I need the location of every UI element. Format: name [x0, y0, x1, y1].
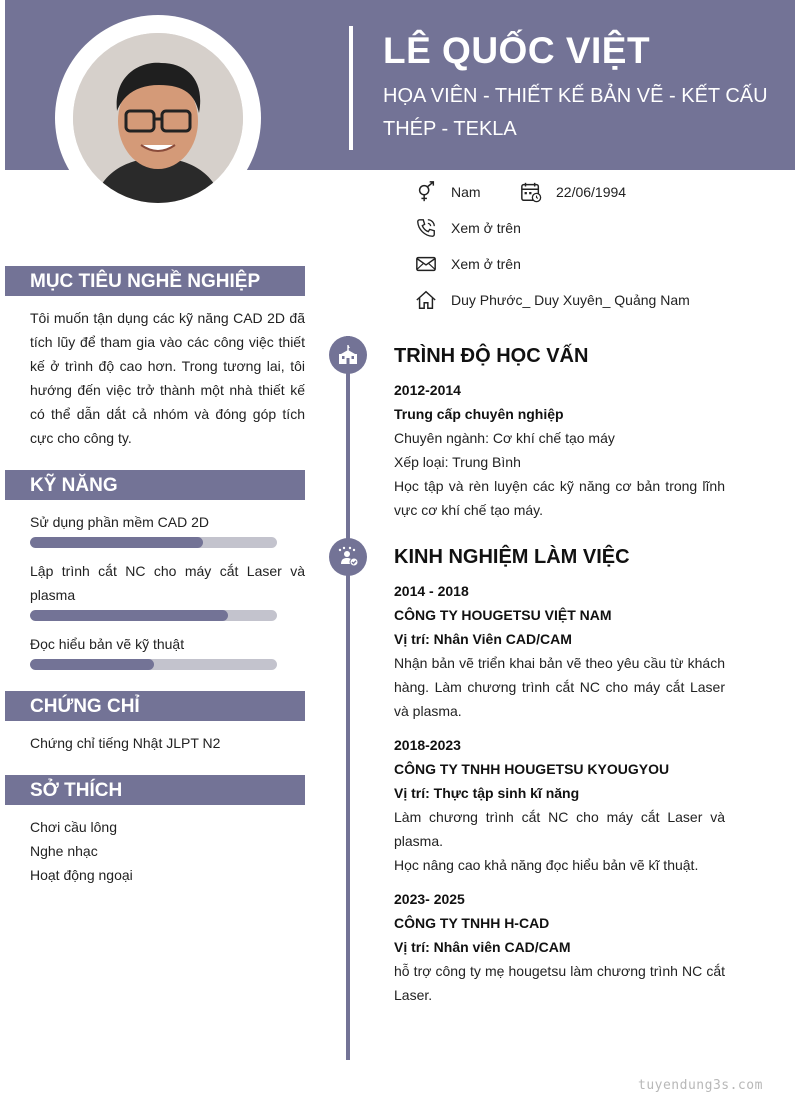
education-period: 2012-2014 — [394, 382, 461, 398]
education-degree: Trung cấp chuyên nghiệp — [394, 406, 564, 422]
job-position: Vị trí: Thực tập sinh kĩ năng — [394, 785, 580, 801]
job-company: CÔNG TY TNHH HOUGETSU KYOUGYOU — [394, 761, 670, 777]
skill-bar — [30, 537, 277, 548]
phone-icon — [415, 217, 437, 239]
birthday-row — [520, 181, 626, 203]
home-icon — [415, 289, 437, 311]
avatar-portrait — [73, 33, 243, 203]
phone-value: Xem ở trên — [451, 220, 521, 236]
job-description: Làm chương trình cắt NC cho máy cắt Laser và plasma. — [394, 809, 725, 849]
team-icon — [329, 538, 367, 576]
job-company: CÔNG TY TNHH H-CAD — [394, 915, 550, 931]
candidate-name: LÊ QUỐC VIỆT — [383, 30, 651, 71]
skill-bar-fill — [30, 537, 203, 548]
hobby-item: Nghe nhạc — [30, 843, 98, 859]
gender-row — [415, 181, 481, 203]
gender-value: Nam — [451, 184, 481, 200]
certificates-heading: CHỨNG CHỈ — [5, 691, 305, 721]
job-company: CÔNG TY HOUGETSU VIỆT NAM — [394, 607, 612, 623]
education-rank: Xếp loại: Trung Bình — [394, 454, 521, 470]
calendar-icon — [520, 181, 542, 203]
skill-label: Đọc hiểu bản vẽ kỹ thuật — [30, 636, 185, 652]
email-value: Xem ở trên — [451, 256, 521, 272]
job-period: 2014 - 2018 — [394, 583, 469, 599]
objective-text: Tôi muốn tận dụng các kỹ năng CAD 2D đã tích lũy để tham gia vào các công việc thiết kế ở trình độ cao hơn. Trong tương lai, tôi hướng đến việc trở thành một nhà thiết kế có thể dẫn dắt cả nhóm và đóng góp tích cực cho công ty. — [30, 310, 305, 446]
job-position: Vị trí: Nhân viên CAD/CAM — [394, 939, 571, 955]
education-heading: TRÌNH ĐỘ HỌC VẤN — [394, 345, 589, 367]
header-divider — [349, 26, 353, 150]
gender-icon — [415, 181, 437, 203]
certificate-item: Chứng chỉ tiếng Nhật JLPT N2 — [30, 735, 221, 751]
job-position: Vị trí: Nhân Viên CAD/CAM — [394, 631, 572, 647]
watermark: tuyendung3s.com — [638, 1078, 763, 1093]
address-value: Duy Phước_ Duy Xuyên_ Quảng Nam — [451, 292, 690, 308]
hobbies-heading: SỞ THÍCH — [5, 775, 305, 805]
email-icon — [415, 253, 437, 275]
skill-bar-fill — [30, 610, 228, 621]
skill-bar — [30, 610, 277, 621]
birthday-value: 22/06/1994 — [556, 184, 627, 200]
experience-heading: KINH NGHIỆM LÀM VIỆC — [394, 546, 630, 568]
job-period: 2023- 2025 — [394, 891, 465, 907]
skill-bar — [30, 659, 277, 670]
skill-label: Sử dụng phần mềm CAD 2D — [30, 514, 210, 530]
hobby-item: Chơi cầu lông — [30, 819, 118, 835]
job-description: hỗ trợ công ty mẹ hougetsu làm chương trình NC cắt Laser. — [394, 963, 725, 1003]
email-row — [415, 253, 521, 275]
timeline-line — [346, 336, 350, 1060]
job-description: Học nâng cao khả năng đọc hiểu bản vẽ kĩ thuật. — [394, 857, 699, 873]
education-description: Học tập và rèn luyện các kỹ năng cơ bản trong lĩnh vực cơ khí chế tạo máy. — [394, 478, 725, 518]
objective-heading: MỤC TIÊU NGHỀ NGHIỆP — [5, 266, 305, 296]
skill-label: Lập trình cắt NC cho máy cắt Laser và plasma — [30, 563, 305, 603]
address-row — [415, 289, 690, 311]
job-description: Nhận bản vẽ triển khai bản vẽ theo yêu cầu từ khách hàng. Làm chương trình cắt NC cho máy cắt Laser và plasma. — [394, 655, 725, 719]
hobby-item: Hoạt động ngoại — [30, 867, 133, 883]
skills-heading: KỸ NĂNG — [5, 470, 305, 500]
avatar — [73, 33, 243, 203]
job-period: 2018-2023 — [394, 737, 461, 753]
phone-row — [415, 217, 521, 239]
skill-bar-fill — [30, 659, 154, 670]
job-title: HỌA VIÊN - THIẾT KẾ BẢN VẼ - KẾT CẤU THÉP - TEKLA — [383, 85, 768, 140]
education-major: Chuyên ngành: Cơ khí chế tạo máy — [394, 430, 615, 446]
school-icon — [329, 336, 367, 374]
